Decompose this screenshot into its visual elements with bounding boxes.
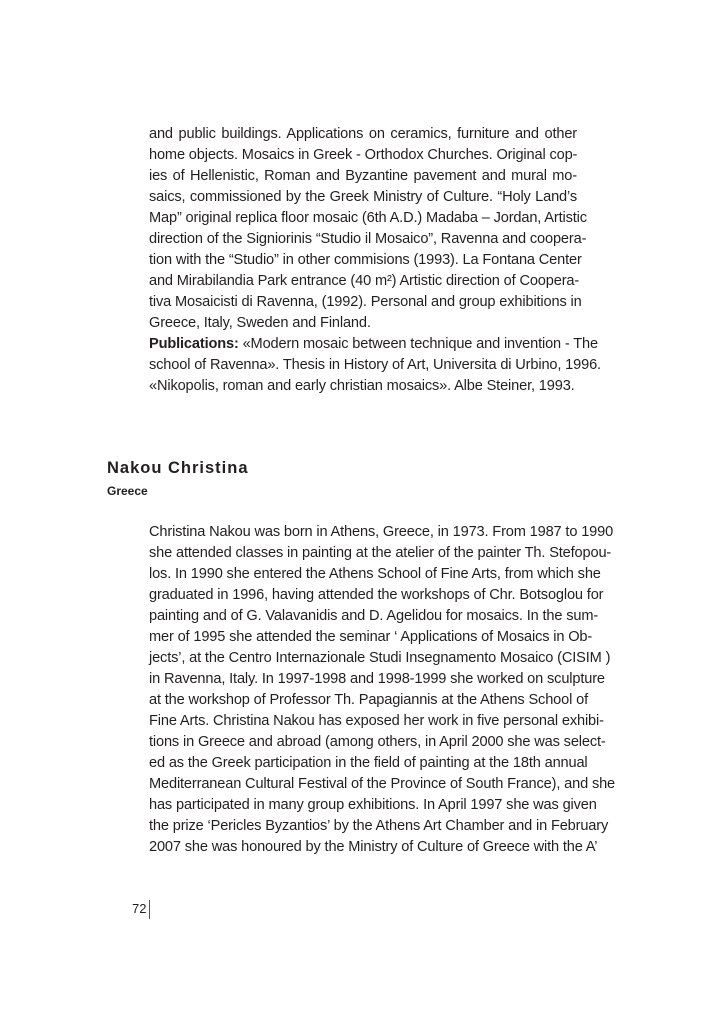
- artist-country: Greece: [107, 484, 148, 498]
- publications-line: [149, 334, 598, 355]
- text-line: school of Ravenna». Thesis in History of Art, Universita di Urbino, 1996.: [149, 357, 601, 373]
- text-line: ed as the Greek participation in the field of painting at the 18th annual: [149, 755, 588, 771]
- text-line: «Nikopolis, roman and early christian mosaics». Albe Steiner, 1993.: [149, 378, 575, 394]
- text-line: at the workshop of Professor Th. Papagiannis at the Athens School of: [149, 692, 588, 708]
- text-line: Fine Arts. Christina Nakou has exposed her work in five personal exhibi-: [149, 713, 604, 729]
- text-line: has participated in many group exhibitions. In April 1997 she was given: [149, 797, 597, 813]
- text-line: home objects. Mosaics in Greek - Orthodox Churches. Original cop-: [149, 147, 578, 163]
- text-line: ies of Hellenistic, Roman and Byzantine pavement and mural mo-: [149, 168, 577, 184]
- text-line: jects’, at the Centro Internazionale Studi Insegnamento Mosaico (CISIM ): [149, 650, 611, 666]
- page-number-rule: [149, 900, 150, 919]
- text-line: tion with the “Studio” in other commisions (1993). La Fontana Center: [149, 252, 582, 268]
- text-line: Christina Nakou was born in Athens, Greece, in 1973. From 1987 to 1990: [149, 524, 614, 540]
- text-line: los. In 1990 she entered the Athens School of Fine Arts, from which she: [149, 566, 601, 582]
- text-line: she attended classes in painting at the atelier of the painter Th. Stefopou-: [149, 545, 612, 561]
- text-line: in Ravenna, Italy. In 1997-1998 and 1998-1999 she worked on sculpture: [149, 671, 605, 687]
- text-line: Greece, Italy, Sweden and Finland.: [149, 315, 371, 331]
- text-line: Mediterranean Cultural Festival of the Province of South France), and she: [149, 776, 616, 792]
- text-line: Map” original replica floor mosaic (6th A.D.) Madaba – Jordan, Artistic: [149, 210, 587, 226]
- text-line: and Mirabilandia Park entrance (40 m²) Artistic direction of Coopera-: [149, 273, 580, 289]
- publications-label: Publications:: [149, 336, 239, 352]
- text-line: mer of 1995 she attended the seminar ‘ Applications of Mosaics in Ob-: [149, 629, 593, 645]
- text-line: 2007 she was honoured by the Ministry of Culture of Greece with the A’: [149, 839, 598, 855]
- text-line: painting and of G. Valavanidis and D. Agelidou for mosaics. In the sum-: [149, 608, 599, 624]
- previous-entry-text: [149, 124, 601, 397]
- artist-name-heading: Nakou Christina: [107, 459, 249, 477]
- text-line: the prize ‘Pericles Byzantios’ by the Athens Art Chamber and in February: [149, 818, 609, 834]
- text-line: and public buildings. Applications on ceramics, furniture and other: [149, 126, 577, 142]
- publications-text: «Modern mosaic between technique and invention - The: [238, 336, 598, 352]
- text-line: saics, commissioned by the Greek Ministry of Culture. “Holy Land’s: [149, 189, 577, 205]
- text-line: tions in Greece and abroad (among others, in April 2000 she was select-: [149, 734, 606, 750]
- text-line: graduated in 1996, having attended the workshops of Chr. Botsoglou for: [149, 587, 604, 603]
- artist-bio: [149, 522, 616, 858]
- text-line: direction of the Signiorinis “Studio il Mosaico”, Ravenna and coopera-: [149, 231, 587, 247]
- page-number: 72: [132, 901, 147, 916]
- text-line: tiva Mosaicisti di Ravenna, (1992). Personal and group exhibitions in: [149, 294, 582, 310]
